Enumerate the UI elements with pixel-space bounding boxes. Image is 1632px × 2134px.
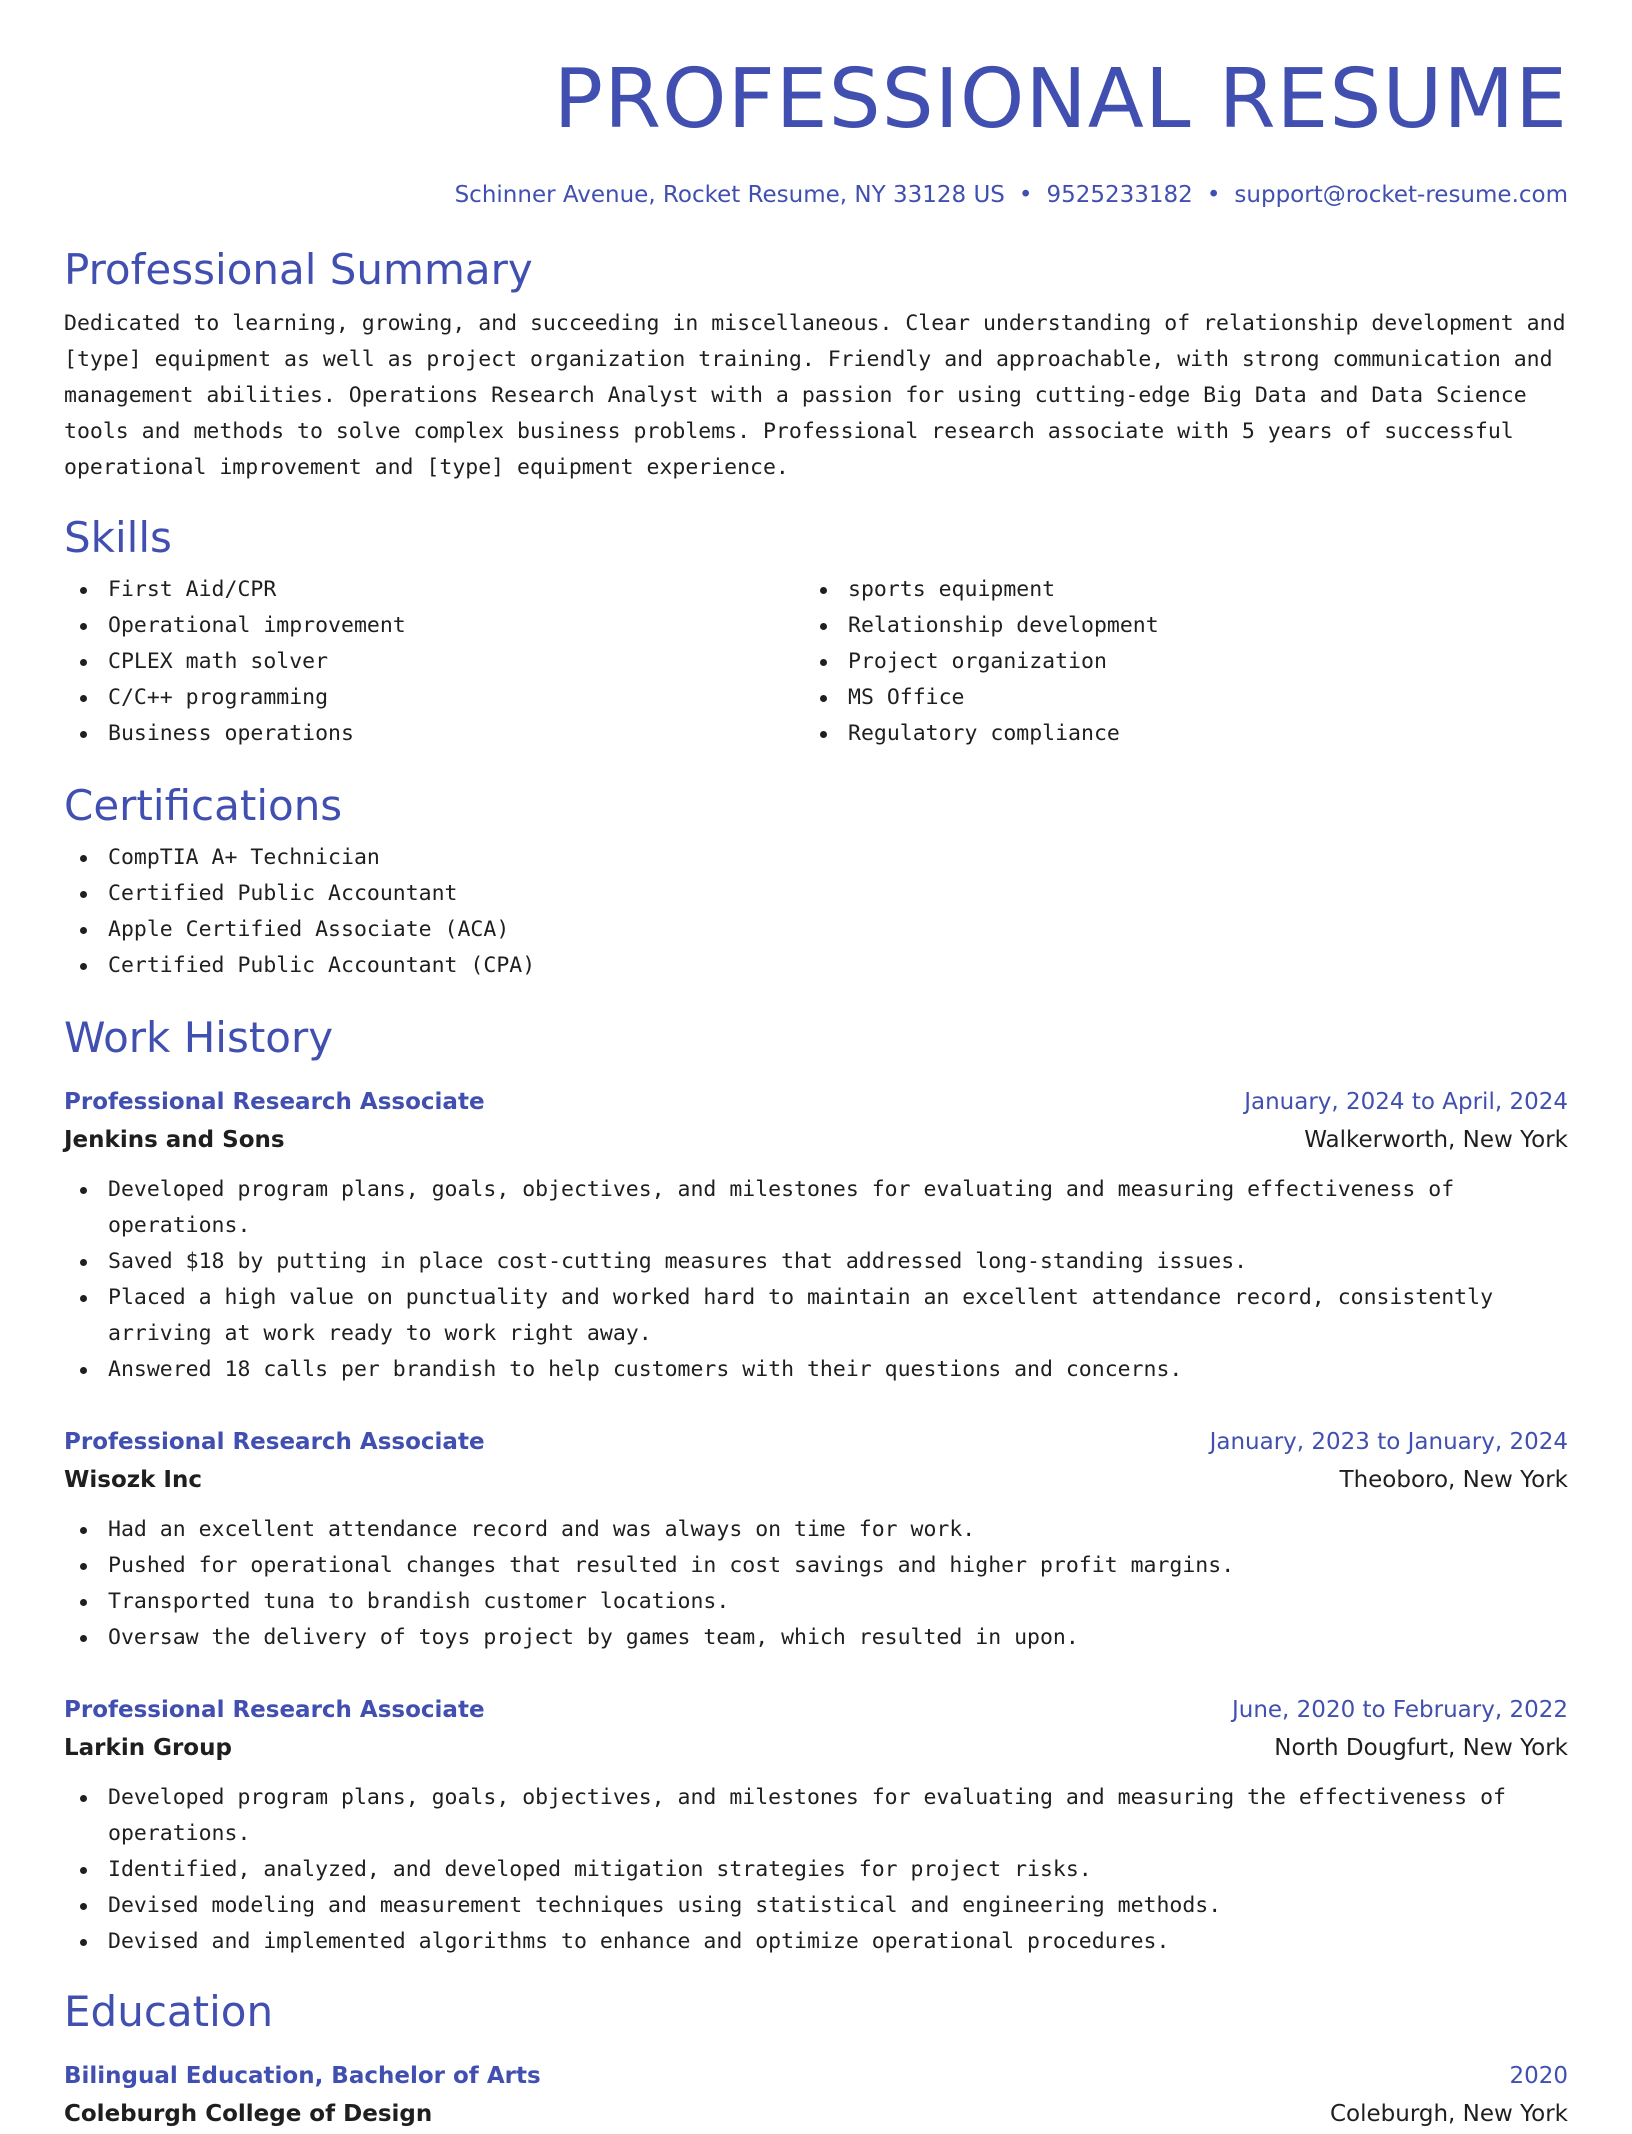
job-entry <box>64 1692 1568 1960</box>
skill-item: Operational improvement <box>64 608 804 644</box>
skill-item: Business operations <box>64 716 804 752</box>
certification-item: Certified Public Accountant (CPA) <box>64 948 1568 984</box>
skill-item: sports equipment <box>804 572 1544 608</box>
skill-item: Regulatory compliance <box>804 716 1544 752</box>
resume-title: PROFESSIONAL RESUME <box>553 52 1568 147</box>
skill-item: Relationship development <box>804 608 1544 644</box>
job-title: Professional Research Associate <box>64 1429 485 1455</box>
job-header-row <box>64 1692 1568 1728</box>
job-bullets <box>64 1780 1568 1960</box>
education-location: Coleburgh, New York <box>1329 2101 1568 2127</box>
contact-phone: 9525233182 <box>1046 182 1193 208</box>
job-company: Larkin Group <box>64 1735 232 1761</box>
job-company-row <box>64 1120 1568 1160</box>
education-year: 2020 <box>1509 2063 1568 2089</box>
contact-email: support@rocket-resume.com <box>1234 182 1568 208</box>
skills-list-left <box>64 572 804 752</box>
job-bullet: Answered 18 calls per brandish to help customers with their questions and concerns. <box>64 1352 1568 1388</box>
job-bullet: Devised and implemented algorithms to enhance and optimize operational procedures. <box>64 1924 1568 1960</box>
education-entry <box>64 2058 1568 2134</box>
job-bullet: Oversaw the delivery of toys project by games team, which resulted in upon. <box>64 1620 1568 1656</box>
skill-item: CPLEX math solver <box>64 644 804 680</box>
summary-section <box>64 244 1568 486</box>
skills-heading: Skills <box>64 513 172 562</box>
education-header-row <box>64 2058 1568 2094</box>
skills-column-left <box>64 564 804 752</box>
skills-list-right <box>804 572 1544 752</box>
job-company-row <box>64 1460 1568 1500</box>
job-bullet: Identified, analyzed, and developed mitigation strategies for project risks. <box>64 1852 1568 1888</box>
skills-grid <box>64 564 1568 752</box>
skills-section <box>64 512 1568 752</box>
job-header-row <box>64 1424 1568 1460</box>
job-dates: June, 2020 to February, 2022 <box>1231 1697 1568 1723</box>
education-school: Coleburgh College of Design <box>64 2101 433 2127</box>
job-bullets <box>64 1172 1568 1388</box>
skill-item: First Aid/CPR <box>64 572 804 608</box>
certifications-heading: Certifications <box>64 781 343 830</box>
contact-separator: • <box>1018 182 1033 208</box>
job-entry <box>64 1424 1568 1656</box>
job-location: Theoboro, New York <box>1339 1467 1568 1493</box>
certifications-section <box>64 780 1568 984</box>
certification-item: Certified Public Accountant <box>64 876 1568 912</box>
education-degree: Bilingual Education, Bachelor of Arts <box>64 2063 541 2089</box>
contact-line <box>64 180 1568 210</box>
job-bullet: Transported tuna to brandish customer locations. <box>64 1584 1568 1620</box>
summary-text: Dedicated to learning, growing, and succeeding in miscellaneous. Clear understanding of relationship development and [type] equipment as well as project organization training. Friendly and approachable, with strong communication and management abilities. Operations Research Analyst with a passion for using cutting-edge Big Data and Data Science tools and methods to solve complex business problems. Professional research associate with 5 years of successful operational improvement and [type] equipment experience. <box>64 311 1566 480</box>
job-entry <box>64 1084 1568 1388</box>
job-bullet: Saved $18 by putting in place cost-cutting measures that addressed long-standing issues. <box>64 1244 1568 1280</box>
job-bullet: Pushed for operational changes that resulted in cost savings and higher profit margins. <box>64 1548 1568 1584</box>
contact-separator: • <box>1206 182 1221 208</box>
summary-heading: Professional Summary <box>64 245 533 294</box>
job-dates: January, 2023 to January, 2024 <box>1209 1429 1568 1455</box>
skill-item: C/C++ programming <box>64 680 804 716</box>
job-bullets <box>64 1512 1568 1656</box>
job-company-row <box>64 1728 1568 1768</box>
job-bullet: Placed a high value on punctuality and worked hard to maintain an excellent attendance record, consistently arriving at work ready to work right away. <box>64 1280 1568 1352</box>
job-bullet: Developed program plans, goals, objectives, and milestones for evaluating and measuring effectiveness of operations. <box>64 1172 1568 1244</box>
education-heading: Education <box>64 1987 274 2036</box>
education-school-row <box>64 2094 1568 2134</box>
job-location: Walkerworth, New York <box>1304 1127 1568 1153</box>
job-bullet: Had an excellent attendance record and was always on time for work. <box>64 1512 1568 1548</box>
job-header-row <box>64 1084 1568 1120</box>
certification-item: Apple Certified Associate (ACA) <box>64 912 1568 948</box>
job-title: Professional Research Associate <box>64 1089 485 1115</box>
job-company: Wisozk Inc <box>64 1467 202 1493</box>
job-location: North Dougfurt, New York <box>1274 1735 1568 1761</box>
work-history-heading: Work History <box>64 1013 334 1062</box>
job-dates: January, 2024 to April, 2024 <box>1244 1089 1568 1115</box>
job-bullet: Developed program plans, goals, objectives, and milestones for evaluating and measuring the effectiveness of operations. <box>64 1780 1568 1852</box>
skill-item: Project organization <box>804 644 1544 680</box>
work-history-section <box>64 1012 1568 1960</box>
certification-item: CompTIA A+ Technician <box>64 840 1568 876</box>
job-title: Professional Research Associate <box>64 1697 485 1723</box>
certifications-list <box>64 840 1568 984</box>
skills-column-right <box>804 564 1544 752</box>
job-company: Jenkins and Sons <box>64 1127 285 1153</box>
skill-item: MS Office <box>804 680 1544 716</box>
job-bullet: Devised modeling and measurement techniques using statistical and engineering methods. <box>64 1888 1568 1924</box>
contact-address: Schinner Avenue, Rocket Resume, NY 33128 US <box>454 182 1005 208</box>
